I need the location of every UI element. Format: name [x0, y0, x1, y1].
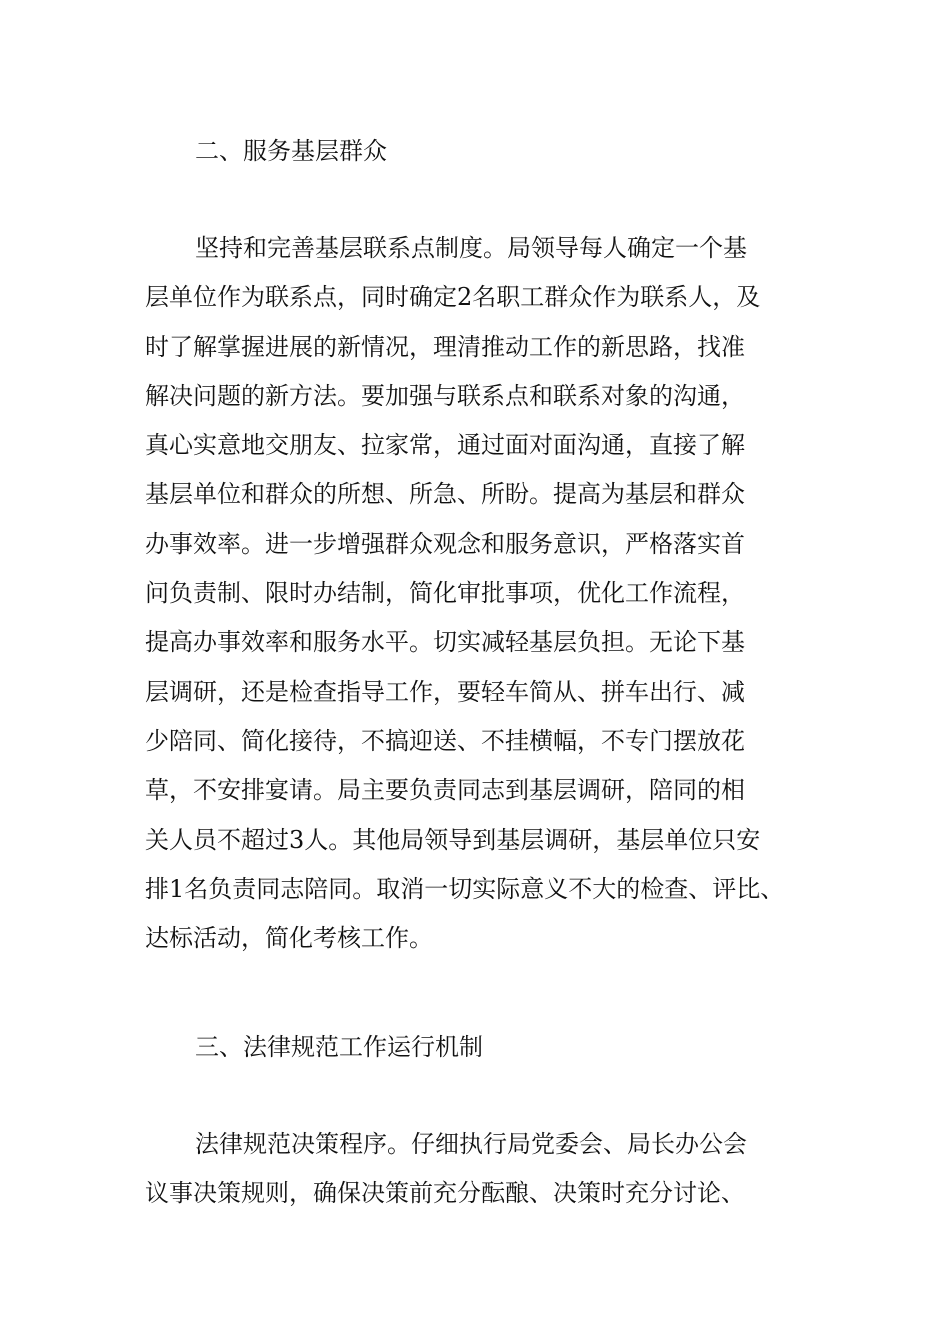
paragraph-line: 达标活动，简化考核工作。: [145, 924, 433, 953]
paragraph-line: 草，不安排宴请。局主要负责同志到基层调研，陪同的相: [145, 776, 745, 805]
paragraph-line: 议事决策规则，确保决策前充分酝酿、决策时充分讨论、: [145, 1179, 745, 1208]
paragraph-line: 问负责制、限时办结制，简化审批事项，优化工作流程，: [145, 579, 745, 608]
paragraph-line: 提高办事效率和服务水平。切实减轻基层负担。无论下基: [145, 628, 745, 657]
paragraph-line: 层单位作为联系点，同时确定2名职工群众作为联系人，及: [145, 283, 761, 312]
paragraph-line: 法律规范决策程序。仔细执行局党委会、局长办公会: [195, 1130, 747, 1158]
paragraph-line: 少陪同、简化接待，不搞迎送、不挂横幅，不专门摆放花: [145, 726, 745, 755]
section-3-paragraph: [145, 1120, 835, 1219]
paragraph-line: 时了解掌握进展的新情况，理清推动工作的新思路，找准: [145, 332, 745, 361]
paragraph-line: 基层单位和群众的所想、所急、所盼。提高为基层和群众: [145, 480, 745, 509]
paragraph-line: 关人员不超过3人。其他局领导到基层调研，基层单位只安: [145, 825, 761, 854]
paragraph-line: 坚持和完善基层联系点制度。局领导每人确定一个基: [195, 234, 747, 262]
paragraph-line: 真心实意地交朋友、拉家常，通过面对面沟通，直接了解: [145, 431, 745, 460]
paragraph-line: 排1名负责同志陪同。取消一切实际意义不大的检查、评比、: [145, 874, 785, 903]
paragraph-line: 解决问题的新方法。要加强与联系点和联系对象的沟通，: [145, 381, 745, 410]
section-heading-3: 三、法律规范工作运行机制: [195, 1033, 483, 1061]
section-2-paragraph: [145, 224, 835, 963]
paragraph-line: 办事效率。进一步增强群众观念和服务意识，严格落实首: [145, 529, 745, 558]
paragraph-line: 层调研，还是检查指导工作，要轻车简从、拼车出行、减: [145, 677, 745, 706]
section-heading-2: 二、服务基层群众: [195, 137, 387, 165]
